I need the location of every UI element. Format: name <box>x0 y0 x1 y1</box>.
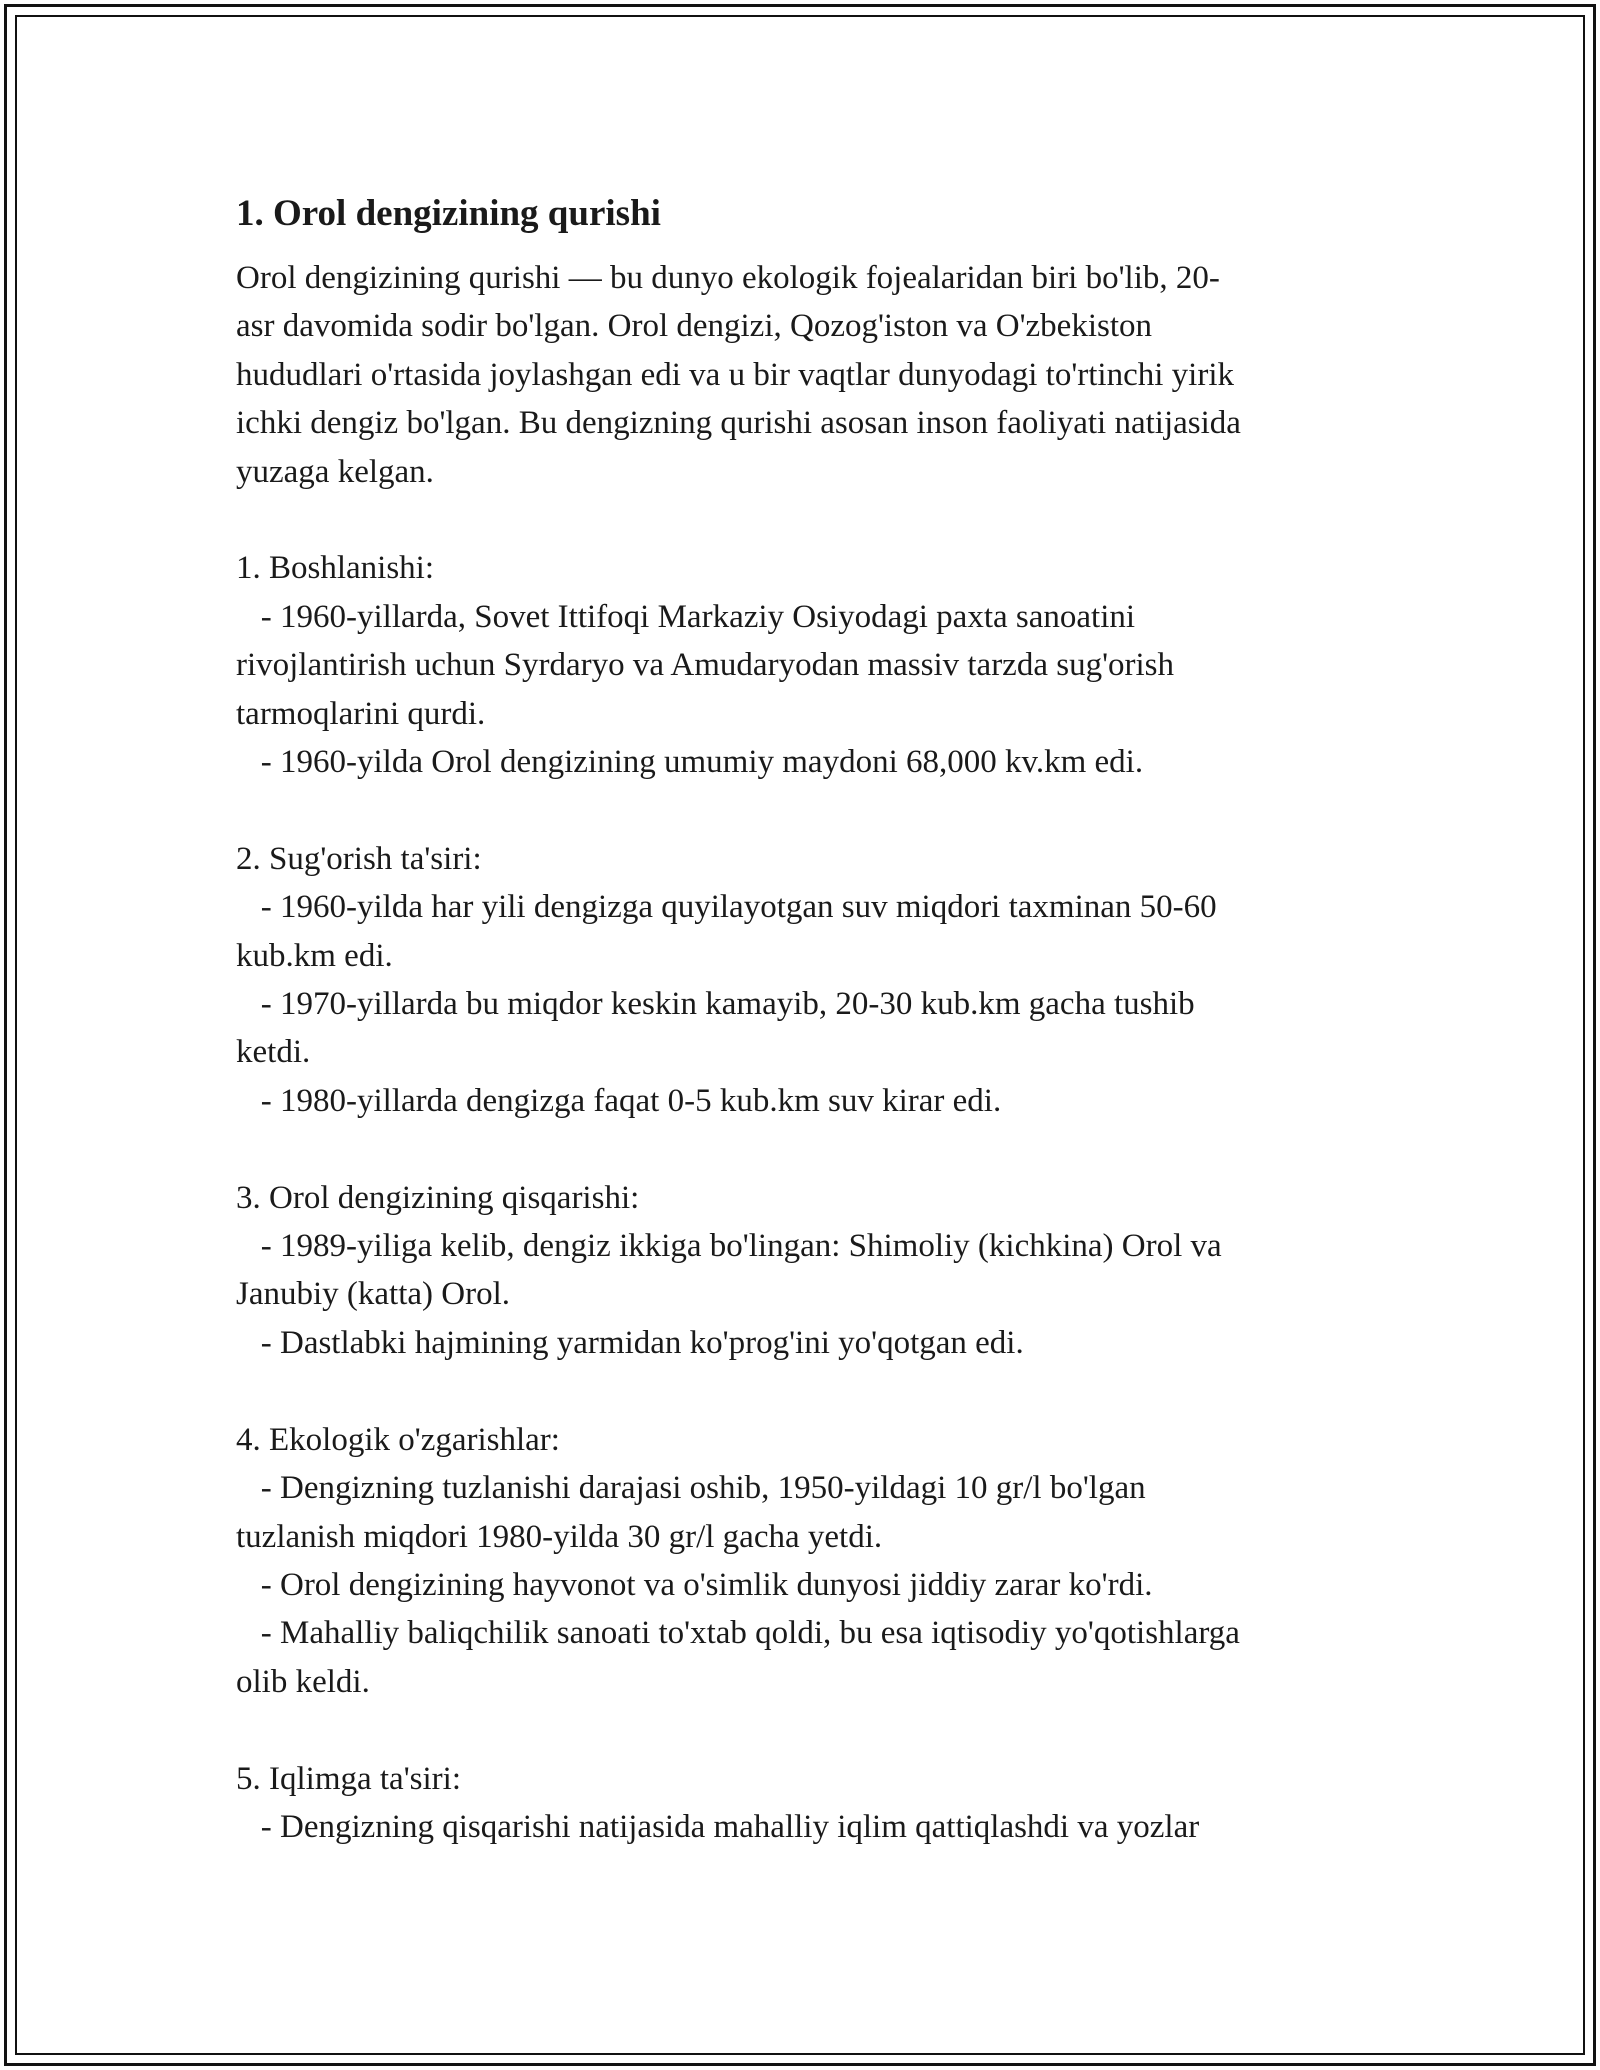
section-line: - Mahalliy baliqchilik sanoati to'xtab qoldi, bu esa iqtisodiy yo'qotishlarga <box>236 1615 1240 1652</box>
section-heading: 3. Orol dengizining qisqarishi: <box>236 1179 640 1216</box>
section-line: - 1989-yiliga kelib, dengiz ikkiga bo'lingan: Shimoliy (kichkina) Orol va <box>236 1228 1222 1265</box>
section-heading: 1. Boshlanishi: <box>236 550 435 587</box>
section-sugorish-tasiri <box>236 835 1360 1125</box>
section-line: - 1970-yillarda bu miqdor keskin kamayib, 20-30 kub.km gacha tushib <box>236 986 1195 1023</box>
section-line: rivojlantirish uchun Syrdaryo va Amudaryodan massiv tarzda sug'orish <box>236 647 1175 684</box>
section-line: ketdi. <box>236 1034 311 1071</box>
section-boshlanishi <box>236 544 1360 786</box>
section-line: - 1960-yilda Orol dengizining umumiy maydoni 68,000 kv.km edi. <box>236 744 1144 781</box>
section-heading: 2. Sug'orish ta'siri: <box>236 840 482 877</box>
section-heading: 5. Iqlimga ta'siri: <box>236 1760 461 1797</box>
document-body <box>236 188 1360 1851</box>
section-line: kub.km edi. <box>236 937 393 974</box>
section-line: tarmoqlarini qurdi. <box>236 695 486 732</box>
paragraph-spacer <box>236 786 1360 834</box>
section-line: - 1960-yilda har yili dengizga quyilayotgan suv miqdori taxminan 50-60 <box>236 889 1217 926</box>
intro-line: hududlari o'rtasida joylashgan edi va u bir vaqtlar dunyodagi to'rtinchi yirik <box>236 356 1234 393</box>
section-line: - 1980-yillarda dengizga faqat 0-5 kub.km suv kirar edi. <box>236 1082 1002 1119</box>
intro-line: asr davomida sodir bo'lgan. Orol dengizi, Qozog'iston va O'zbekiston <box>236 308 1152 345</box>
paragraph-spacer <box>236 1367 1360 1415</box>
section-line: - Dengizning tuzlanishi darajasi oshib, 1950-yildagi 10 gr/l bo'lgan <box>236 1470 1146 1507</box>
intro-paragraph <box>236 254 1360 496</box>
section-ekologik-ozgarishlar <box>236 1416 1360 1706</box>
document-title: 1. Orol dengizining qurishi <box>236 193 661 234</box>
paragraph-spacer <box>236 1706 1360 1754</box>
paragraph-spacer <box>236 1125 1360 1173</box>
section-line: - Orol dengizining hayvonot va o'simlik dunyosi jiddiy zarar ko'rdi. <box>236 1566 1153 1603</box>
section-line: olib keldi. <box>236 1663 370 1700</box>
section-line: tuzlanish miqdori 1980-yilda 30 gr/l gacha yetdi. <box>236 1518 883 1555</box>
section-line: - Dengizning qisqarishi natijasida mahalliy iqlim qattiqlashdi va yozlar <box>236 1808 1200 1845</box>
section-iqlimga-tasiri <box>236 1755 1360 1852</box>
section-line: - Dastlabki hajmining yarmidan ko'prog'ini yo'qotgan edi. <box>236 1324 1024 1361</box>
intro-line: ichki dengiz bo'lgan. Bu dengizning qurishi asosan inson faoliyati natijasida <box>236 405 1241 442</box>
section-heading: 4. Ekologik o'zgarishlar: <box>236 1421 560 1458</box>
intro-line: yuzaga kelgan. <box>236 453 434 490</box>
paragraph-spacer <box>236 496 1360 544</box>
section-qisqarishi <box>236 1174 1360 1368</box>
intro-line: Orol dengizining qurishi — bu dunyo ekologik fojealaridan biri bo'lib, 20- <box>236 260 1220 296</box>
section-line: Janubiy (katta) Orol. <box>236 1276 511 1313</box>
section-line: - 1960-yillarda, Sovet Ittifoqi Markaziy Osiyodagi paxta sanoatini <box>236 598 1136 635</box>
